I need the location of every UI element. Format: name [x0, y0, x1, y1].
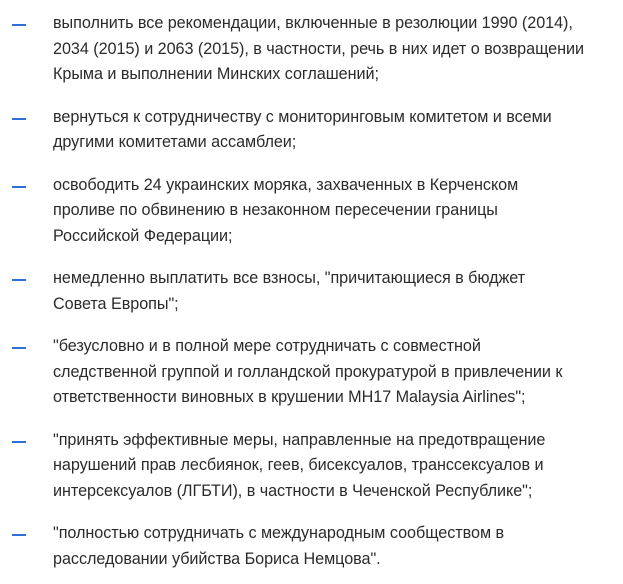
list-item-text: "безусловно и в полной мере сотрудничать с совместной следственной группой и голландской прокуратурой в привлечении к ответственности виновных в крушении MH17 Malaysia Airlines";	[53, 337, 563, 406]
list-item-text: "полностью сотрудничать с международным сообществом в расследовании убийства Бориса Немцова".	[53, 524, 505, 568]
list-item	[0, 266, 623, 317]
list-item	[0, 428, 623, 505]
dash-bullet-icon	[12, 186, 26, 188]
dash-bullet-icon	[12, 534, 26, 536]
list-item	[0, 11, 623, 88]
dash-bullet-icon	[12, 441, 26, 443]
list-item	[0, 105, 623, 156]
list-item-text: немедленно выплатить все взносы, "причитающиеся в бюджет Совета Европы";	[53, 269, 526, 313]
dash-bullet-icon	[12, 279, 26, 281]
dash-bullet-icon	[12, 24, 26, 26]
dash-bullet-icon	[12, 347, 26, 349]
list-item-text: освободить 24 украинских моряка, захваченных в Керченском проливе по обвинению в незаконном пересечении границы Российской Федерации;	[53, 175, 519, 245]
list-item	[0, 521, 623, 572]
dash-bullet-icon	[12, 118, 26, 120]
list-item	[0, 334, 623, 411]
list-item-text: выполнить все рекомендации, включенные в резолюции 1990 (2014), 2034 (2015) и 2063 (2015), в частности, речь в них идет о возвращении Крыма и выполнении Минских соглашений;	[53, 14, 585, 83]
list-item-text: вернуться к сотрудничеству с мониторинговым комитетом и всеми другими комитетами ассамблеи;	[53, 107, 552, 151]
list-item-text: "принять эффективные меры, направленные на предотвращение нарушений прав лесбиянок, геев, бисексуалов, транссексуалов и интерсексуалов (ЛГБТИ), в частности в Чеченской Республике";	[53, 430, 546, 500]
list-item	[0, 173, 623, 250]
